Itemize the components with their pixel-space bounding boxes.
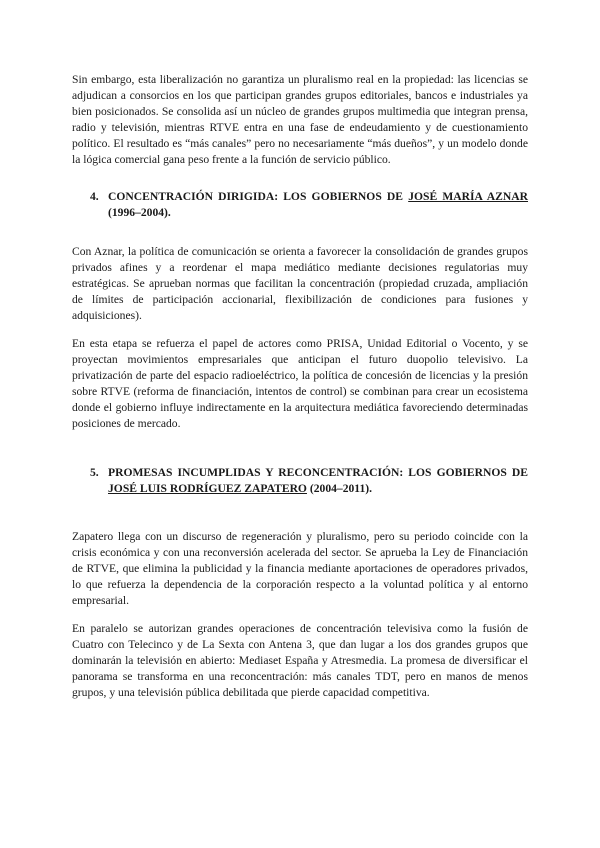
paragraph-zapatero-discurso: Zapatero llega con un discurso de regeneración y pluralismo, pero su periodo coincide con la crisis económica y con una reconversión acelerada del sector. Se aprueba la Ley de Financiación de RTVE, que elimina la publicidad y la financia mediante aportaciones de operadores privados, lo que refuerza la dependencia de la corporación respecto a la voluntad política y al entorno empresarial. [72, 530, 528, 607]
paragraph-zapatero-concentracion: En paralelo se autorizan grandes operaciones de concentración televisiva como la fusión de Cuatro con Telecinco y de La Sexta con Antena 3, que dan lugar a los dos grandes grupos que dominarán la televisión en abierto: Mediaset España y Atresmedia. La promesa de diversificar el panorama se transforma en una reconcentración: más canales TDT, pero en manos de menos grupos, y una televisión pública debilitada que pierde capacidad competitiva. [72, 622, 528, 699]
paragraph-liberalizacion: Sin embargo, esta liberalización no garantiza un pluralismo real en la propiedad: las licencias se adjudican a consorcios en los que participan grandes grupos editoriales, bancos e industriales ya bien posicionados. Se consolida así un núcleo de grandes grupos multimedia que integran prensa, radio y televisión, mientras RTVE entra en una fase de endeudamiento y de cuestionamiento político. El resultado es “más canales” pero no necesariamente “más dueños”, y un modelo donde la lógica comercial gana peso frente a la función de servicio público. [72, 73, 528, 166]
section-heading-5 [72, 465, 528, 497]
paragraph-aznar-politica: Con Aznar, la política de comunicación se orienta a favorecer la consolidación de grandes grupos privados afines y a reordenar el mapa mediático mediante decisiones regulatorias muy estratégicas. Se aprueban normas que facilitan la concentración (propiedad cruzada, ampliación de límites de participación accionarial, flexibilización de condiciones para fusiones y adquisiciones). [72, 245, 528, 322]
zapatero-link[interactable]: JOSÉ LUIS RODRÍGUEZ ZAPATERO [108, 482, 307, 495]
section-number: 4. [90, 190, 99, 203]
aznar-link[interactable]: JOSÉ MARÍA AZNAR [408, 190, 529, 203]
section-title: CONCENTRACIÓN DIRIGIDA: LOS GOBIERNOS DE JOSÉ MARÍA AZNAR (1996–2004). [108, 190, 529, 219]
section-number: 5. [90, 466, 99, 479]
section-title: PROMESAS INCUMPLIDAS Y RECONCENTRACIÓN: LOS GOBIERNOS DE JOSÉ LUIS RODRÍGUEZ ZAPATERO (2004–2011). [108, 466, 528, 495]
section-heading-4 [72, 189, 528, 221]
paragraph-aznar-actores: En esta etapa se refuerza el papel de actores como PRISA, Unidad Editorial o Vocento, y se proyectan movimientos empresariales que anticipan el futuro duopolio televisivo. La privatización de parte del espacio radioeléctrico, la política de concesión de licencias y la presión sobre RTVE (reforma de financiación, intentos de control) se combinan para crear un ecosistema donde el gobierno influye indirectamente en la arquitectura mediática favoreciendo determinadas posiciones de mercado. [72, 337, 528, 430]
document-page [72, 72, 528, 701]
